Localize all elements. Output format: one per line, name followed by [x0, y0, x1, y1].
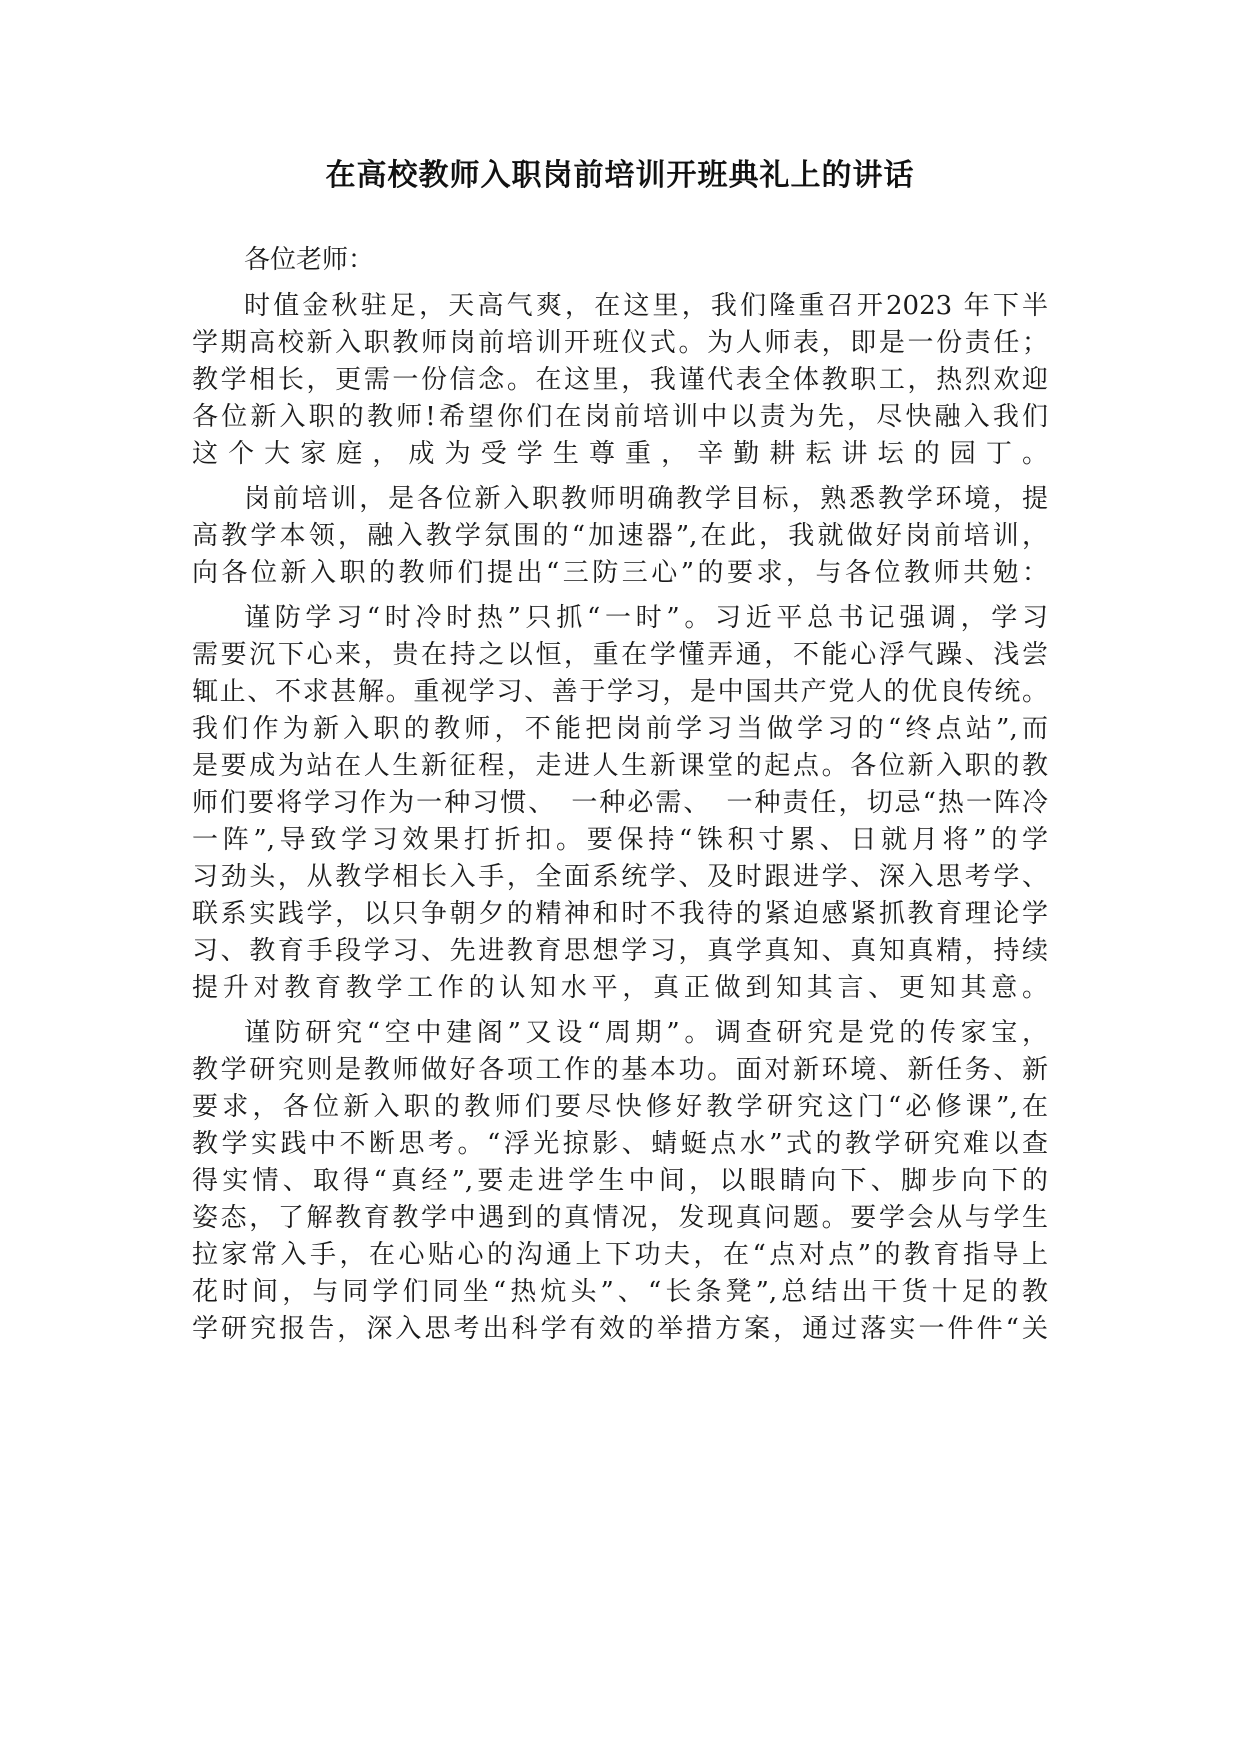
- paragraph-line: 学期高校新入职教师岗前培训开班仪式。为人师表，即是一份责任；: [192, 328, 1048, 358]
- paragraph-line: 辄止、不求甚解。重视学习、善于学习，是中国共产党人的优良传统。: [192, 677, 1048, 707]
- paragraph-line: 师们要将学习作为一种习惯、 一种必需、 一种责任，切忌“热一阵冷: [192, 788, 1048, 818]
- paragraph-line: 习劲头，从教学相长入手，全面系统学、及时跟进学、深入思考学、: [192, 862, 1048, 892]
- body-paragraph: [192, 481, 1048, 592]
- document-body: [192, 240, 1048, 1356]
- paragraph-line: 一阵”,导致学习效果打折扣。要保持“铢积寸累、日就月将”的学: [192, 825, 1048, 855]
- paragraph-line: 我们作为新入职的教师，不能把岗前学习当做学习的“终点站”,而: [192, 714, 1048, 744]
- paragraph-line: 得实情、取得“真经”,要走进学生中间，以眼睛向下、脚步向下的: [192, 1166, 1048, 1196]
- paragraph-line: 岗前培训，是各位新入职教师明确教学目标，熟悉教学环境，提: [244, 484, 1048, 514]
- paragraph-line: 各位新入职的教师!希望你们在岗前培训中以责为先，尽快融入我们: [192, 402, 1048, 432]
- document-title: 在高校教师入职岗前培训开班典礼上的讲话: [325, 158, 915, 193]
- paragraph-list: [192, 288, 1048, 1348]
- paragraph-line: 需要沉下心来，贵在持之以恒，重在学懂弄通，不能心浮气躁、浅尝: [192, 640, 1048, 670]
- paragraph-line: 教学研究则是教师做好各项工作的基本功。面对新环境、新任务、新: [192, 1055, 1048, 1085]
- paragraph-line: 谨防学习“时冷时热”只抓“一时”。习近平总书记强调，学习: [244, 603, 1048, 633]
- body-paragraph: [192, 1015, 1048, 1348]
- paragraph-line: 习、教育手段学习、先进教育思想学习，真学真知、真知真精，持续: [192, 936, 1048, 966]
- paragraph-line: 提升对教育教学工作的认知水平，真正做到知其言、更知其意。: [192, 973, 1048, 1003]
- salutation: 各位老师：: [244, 245, 375, 275]
- body-paragraph: [192, 288, 1048, 473]
- paragraph-line: 姿态，了解教育教学中遇到的真情况，发现真问题。要学会从与学生: [192, 1203, 1048, 1233]
- paragraph-line: 向各位新入职的教师们提出“三防三心”的要求，与各位教师共勉：: [192, 558, 1048, 588]
- paragraph-line: 教学实践中不断思考。“浮光掠影、蜻蜓点水”式的教学研究难以查: [192, 1129, 1048, 1159]
- paragraph-line: 是要成为站在人生新征程，走进人生新课堂的起点。各位新入职的教: [192, 751, 1048, 781]
- paragraph-line: 时值金秋驻足，天高气爽，在这里，我们隆重召开2023 年下半: [244, 291, 1048, 321]
- paragraph-line: 拉家常入手，在心贴心的沟通上下功夫，在“点对点”的教育指导上: [192, 1240, 1048, 1270]
- paragraph-line: 要求，各位新入职的教师们要尽快修好教学研究这门“必修课”,在: [192, 1092, 1048, 1122]
- body-paragraph: [192, 600, 1048, 1007]
- paragraph-line: 学研究报告，深入思考出科学有效的举措方案，通过落实一件件“关: [192, 1314, 1048, 1344]
- paragraph-line: 这个大家庭，成为受学生尊重，辛勤耕耘讲坛的园丁。: [192, 439, 1048, 469]
- paragraph-line: 教学相长，更需一份信念。在这里，我谨代表全体教职工，热烈欢迎: [192, 365, 1048, 395]
- paragraph-line: 花时间，与同学们同坐“热炕头”、“长条凳”,总结出干货十足的教: [192, 1277, 1048, 1307]
- paragraph-line: 谨防研究“空中建阁”又设“周期”。调查研究是党的传家宝，: [244, 1018, 1048, 1048]
- paragraph-line: 高教学本领，融入教学氛围的“加速器”,在此，我就做好岗前培训，: [192, 521, 1048, 551]
- paragraph-line: 联系实践学，以只争朝夕的精神和时不我待的紧迫感紧抓教育理论学: [192, 899, 1048, 929]
